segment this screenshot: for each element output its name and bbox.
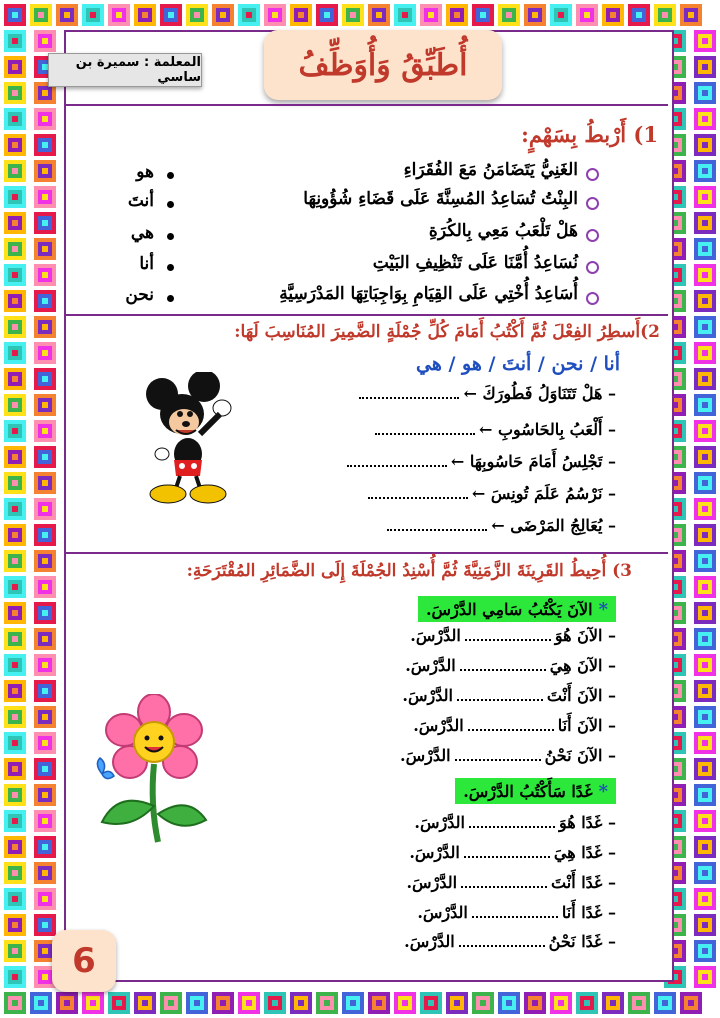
- border-tile: [662, 12, 668, 18]
- border-tile: [38, 12, 44, 18]
- answer-blank[interactable]: [461, 886, 547, 888]
- border-tile: [610, 12, 616, 18]
- exercise3-heading: 3) أُحِيطُ القَرِينَةَ الزَّمَنِيَّةَ ثُمَّ أُسْنِدُ الجُمْلَةَ إِلَى الضَّمَائِرِ المُقْتَرَحَةِ:: [186, 561, 632, 581]
- exercise2-row: – نَرْسُمُ عَلَمَ تُونِسَ ←: [364, 484, 616, 503]
- border-tile: [702, 844, 708, 850]
- cartoon-mouse-illustration: [140, 372, 240, 512]
- border-tile: [42, 428, 48, 434]
- border-tile: [324, 1000, 330, 1006]
- border-tile: [42, 324, 48, 330]
- match-dot: [167, 201, 174, 208]
- border-tile: [42, 818, 48, 824]
- border-tile: [12, 454, 18, 460]
- bullet-circle: [586, 261, 599, 274]
- exercise3-row: – غَدًا هِيَ الدَّرْسَ.: [409, 843, 616, 862]
- border-tile: [220, 12, 226, 18]
- exercise2-heading: 2)أَسطِرُ الفِعْلَ ثُمَّ أَكْتُبُ أَمَامَ كُلِّ جُمْلَةٍ الضَّمِيرَ المُنَاسِبَ لَهَا:: [234, 322, 660, 342]
- border-tile: [12, 584, 18, 590]
- border-tile: [42, 740, 48, 746]
- divider: [66, 314, 668, 316]
- border-tile: [702, 38, 708, 44]
- match-dot: [167, 264, 174, 271]
- border-tile: [12, 974, 18, 980]
- border-tile: [272, 12, 278, 18]
- border-tile: [42, 610, 48, 616]
- border-tile: [42, 688, 48, 694]
- border-tile: [90, 12, 96, 18]
- border-tile: [402, 12, 408, 18]
- border-tile: [480, 1000, 486, 1006]
- border-tile: [12, 922, 18, 928]
- bullet-circle: [586, 292, 599, 305]
- border-tile: [702, 974, 708, 980]
- border-tile: [702, 818, 708, 824]
- border-tile: [42, 896, 48, 902]
- border-tile: [42, 714, 48, 720]
- border-tile: [702, 246, 708, 252]
- border-tile: [702, 506, 708, 512]
- page-number-badge: [52, 930, 116, 992]
- answer-blank[interactable]: [469, 826, 555, 828]
- border-tile: [350, 1000, 356, 1006]
- border-tile: [702, 532, 708, 538]
- border-tile: [702, 896, 708, 902]
- border-tile: [12, 142, 18, 148]
- border-tile: [610, 1000, 616, 1006]
- border-tile: [142, 1000, 148, 1006]
- border-tile: [12, 64, 18, 70]
- border-tile: [702, 688, 708, 694]
- exercise1-heading: 1) أَرْبطُ بِسَهْمٍ:: [521, 122, 658, 147]
- bullet-circle: [586, 168, 599, 181]
- border-tile: [12, 818, 18, 824]
- answer-blank[interactable]: [457, 699, 543, 701]
- answer-blank[interactable]: [455, 759, 541, 761]
- border-tile: [12, 220, 18, 226]
- border-tile: [42, 636, 48, 642]
- border-tile: [42, 142, 48, 148]
- answer-blank[interactable]: [359, 397, 459, 399]
- border-tile: [636, 12, 642, 18]
- border-tile: [702, 610, 708, 616]
- exercise2-sentence: تَجْلِسُ أَمَامَ حَاسُوبِهَا: [469, 452, 603, 471]
- border-tile: [246, 1000, 252, 1006]
- answer-blank[interactable]: [387, 529, 487, 531]
- border-tile: [702, 168, 708, 174]
- border-tile: [702, 220, 708, 226]
- match-dot: [167, 172, 174, 179]
- border-tile: [376, 12, 382, 18]
- border-tile: [12, 194, 18, 200]
- border-tile: [702, 324, 708, 330]
- border-tile: [636, 1000, 642, 1006]
- exercise2-sentence: نَرْسُمُ عَلَمَ تُونِسَ: [490, 484, 603, 503]
- answer-blank[interactable]: [468, 729, 554, 731]
- exercise1-sentence: نُسَاعِدُ أُمَّنَا عَلَى تَنْظِيفِ البَيْتِ: [372, 253, 578, 273]
- answer-blank[interactable]: [465, 639, 551, 641]
- answer-blank[interactable]: [464, 856, 550, 858]
- border-tile: [702, 922, 708, 928]
- border-tile: [454, 1000, 460, 1006]
- border-tile: [42, 870, 48, 876]
- border-tile: [42, 116, 48, 122]
- border-tile: [168, 1000, 174, 1006]
- border-tile: [12, 298, 18, 304]
- border-tile: [42, 90, 48, 96]
- answer-blank[interactable]: [472, 916, 558, 918]
- border-tile: [12, 246, 18, 252]
- border-tile: [12, 558, 18, 564]
- border-tile: [702, 558, 708, 564]
- border-tile: [702, 766, 708, 772]
- border-tile: [12, 38, 18, 44]
- bullet-circle: [586, 197, 599, 210]
- border-tile: [12, 766, 18, 772]
- example-sentence-tomorrow: * غَدًا سَأَكْتُبُ الدَّرْسَ.: [455, 778, 616, 804]
- border-tile: [90, 1000, 96, 1006]
- exercise1-pronoun: نحن: [125, 285, 154, 305]
- border-tile: [506, 12, 512, 18]
- border-tile: [480, 12, 486, 18]
- bullet-circle: [586, 229, 599, 242]
- border-tile: [12, 350, 18, 356]
- exercise1-pronoun: هو: [136, 162, 154, 182]
- border-tile: [42, 506, 48, 512]
- border-tile: [12, 610, 18, 616]
- exercise2-sentence: هَلْ تَتَنَاوَلُ فَطُورَكَ: [482, 384, 603, 403]
- border-tile: [702, 740, 708, 746]
- border-tile: [12, 662, 18, 668]
- border-tile: [272, 1000, 278, 1006]
- border-tile: [702, 870, 708, 876]
- border-tile: [42, 922, 48, 928]
- title-banner: [264, 30, 502, 100]
- border-tile: [702, 792, 708, 798]
- border-tile: [42, 454, 48, 460]
- border-tile: [702, 454, 708, 460]
- exercise2-row: – هَلْ تَتَنَاوَلُ فَطُورَكَ ←: [355, 384, 616, 403]
- border-tile: [12, 792, 18, 798]
- border-tile: [402, 1000, 408, 1006]
- answer-blank[interactable]: [375, 433, 475, 435]
- border-tile: [42, 350, 48, 356]
- border-tile: [428, 12, 434, 18]
- border-tile: [702, 272, 708, 278]
- border-tile: [42, 584, 48, 590]
- teacher-name-label: المعلمة : سميرة بن ساسي: [48, 53, 202, 87]
- border-tile: [12, 1000, 18, 1006]
- border-tile: [42, 766, 48, 772]
- border-tile: [64, 1000, 70, 1006]
- border-tile: [12, 870, 18, 876]
- divider: [66, 552, 668, 554]
- border-tile: [42, 480, 48, 486]
- border-tile: [12, 12, 18, 18]
- border-tile: [12, 376, 18, 382]
- exercise3-row: – غَدًا هُوَ الدَّرْسَ.: [414, 813, 616, 832]
- border-tile: [42, 272, 48, 278]
- border-tile: [12, 480, 18, 486]
- border-tile: [298, 1000, 304, 1006]
- border-tile: [558, 1000, 564, 1006]
- border-tile: [42, 168, 48, 174]
- border-tile: [702, 402, 708, 408]
- border-tile: [702, 90, 708, 96]
- exercise3-row: – غَدًا أَنَا الدَّرْسَ.: [417, 903, 616, 922]
- border-tile: [42, 532, 48, 538]
- border-tile: [12, 532, 18, 538]
- border-tile: [376, 1000, 382, 1006]
- border-tile: [12, 896, 18, 902]
- border-tile: [168, 12, 174, 18]
- border-tile: [246, 12, 252, 18]
- match-dot: [167, 295, 174, 302]
- border-tile: [12, 740, 18, 746]
- border-tile: [702, 194, 708, 200]
- border-tile: [42, 558, 48, 564]
- example-sentence-now: * الآنَ يَكْتُبُ سَامِي الدَّرْسَ.: [418, 596, 616, 622]
- exercise1-pronoun: هي: [130, 223, 154, 243]
- exercise2-sentence: يُعَالِجُ المَرْضَى: [510, 516, 603, 535]
- border-tile: [42, 948, 48, 954]
- border-tile: [38, 1000, 44, 1006]
- border-tile: [702, 584, 708, 590]
- border-tile: [298, 12, 304, 18]
- exercise3-row: – غَدًا أَنْتَ الدَّرْسَ.: [406, 873, 616, 892]
- exercise3-row: – الآنَ أَنْتَ الدَّرْسَ.: [402, 686, 616, 705]
- border-tile: [688, 12, 694, 18]
- border-tile: [64, 12, 70, 18]
- divider: [66, 104, 668, 106]
- border-tile: [558, 12, 564, 18]
- border-tile: [702, 948, 708, 954]
- border-tile: [12, 636, 18, 642]
- border-tile: [702, 662, 708, 668]
- page-title: أُطَبِّقُ وَأُوَظِّفُ: [298, 47, 468, 83]
- exercise3-row: – الآنَ هِيَ الدَّرْسَ.: [405, 656, 616, 675]
- border-tile: [220, 1000, 226, 1006]
- border-tile: [116, 1000, 122, 1006]
- smiling-flower-illustration: [88, 694, 218, 844]
- border-tile: [662, 1000, 668, 1006]
- exercise2-row: – يُعَالِجُ المَرْضَى ←: [383, 516, 616, 535]
- border-tile: [194, 1000, 200, 1006]
- border-tile: [702, 480, 708, 486]
- border-tile: [194, 12, 200, 18]
- exercise1-sentence: أُسَاعِدُ أُخْتِي عَلَى القِيَامِ بِوَاجِبَاتِهَا المَدْرَسِيَّةِ: [279, 284, 578, 304]
- border-tile: [42, 376, 48, 382]
- border-tile: [12, 116, 18, 122]
- border-tile: [454, 12, 460, 18]
- border-tile: [584, 12, 590, 18]
- border-tile: [702, 350, 708, 356]
- exercise1-pronoun: أنتَ: [127, 191, 154, 211]
- border-tile: [42, 792, 48, 798]
- border-tile: [42, 298, 48, 304]
- match-dot: [167, 233, 174, 240]
- border-tile: [12, 272, 18, 278]
- border-tile: [42, 220, 48, 226]
- border-tile: [42, 974, 48, 980]
- border-tile: [142, 12, 148, 18]
- exercise1-sentence: هَلْ تَلْعَبُ مَعِي بِالكُرَةِ: [428, 221, 578, 241]
- border-tile: [324, 12, 330, 18]
- border-tile: [42, 194, 48, 200]
- exercise3-row: – غَدًا نَحْنُ الدَّرْسَ.: [404, 932, 616, 951]
- border-tile: [702, 116, 708, 122]
- border-tile: [12, 948, 18, 954]
- page-number: 6: [72, 941, 96, 981]
- exercise1-sentence: البِنْتُ تُسَاعِدُ المُسِنَّةَ عَلَى قَضَاءِ شُؤُونِهَا: [303, 189, 578, 209]
- border-tile: [702, 142, 708, 148]
- border-tile: [12, 844, 18, 850]
- border-tile: [428, 1000, 434, 1006]
- border-tile: [42, 246, 48, 252]
- exercise2-row: – أَلْعَبُ بِالحَاسُوبِ ←: [371, 420, 616, 439]
- border-tile: [12, 714, 18, 720]
- border-tile: [42, 402, 48, 408]
- border-tile: [350, 12, 356, 18]
- border-tile: [12, 506, 18, 512]
- border-tile: [42, 662, 48, 668]
- exercise2-sentence: أَلْعَبُ بِالحَاسُوبِ: [497, 420, 603, 439]
- border-tile: [12, 90, 18, 96]
- exercise2-row: – تَجْلِسُ أَمَامَ حَاسُوبِهَا ←: [343, 452, 616, 471]
- border-tile: [12, 428, 18, 434]
- border-tile: [702, 376, 708, 382]
- border-tile: [702, 64, 708, 70]
- exercise3-row: – الآنَ أَنَا الدَّرْسَ.: [413, 716, 616, 735]
- border-tile: [584, 1000, 590, 1006]
- border-tile: [688, 1000, 694, 1006]
- border-tile: [12, 324, 18, 330]
- answer-blank[interactable]: [347, 465, 447, 467]
- border-tile: [702, 714, 708, 720]
- border-tile: [116, 12, 122, 18]
- answer-blank[interactable]: [459, 945, 545, 947]
- border-tile: [702, 636, 708, 642]
- pronoun-list: أنا / نحن / أنتَ / هو / هي: [416, 353, 620, 375]
- border-tile: [532, 1000, 538, 1006]
- border-tile: [12, 168, 18, 174]
- exercise1-pronoun: أنا: [139, 254, 154, 274]
- exercise3-row: – الآنَ نَحْنُ الدَّرْسَ.: [400, 746, 616, 765]
- border-tile: [702, 298, 708, 304]
- answer-blank[interactable]: [368, 497, 468, 499]
- border-tile: [12, 688, 18, 694]
- exercise3-row: – الآنَ هُوَ الدَّرْسَ.: [410, 626, 616, 645]
- border-tile: [506, 1000, 512, 1006]
- border-tile: [42, 38, 48, 44]
- border-tile: [532, 12, 538, 18]
- border-tile: [42, 844, 48, 850]
- answer-blank[interactable]: [460, 669, 546, 671]
- exercise1-sentence: الغَنِيُّ يَتَضَامَنُ مَعَ الفُقَرَاءِ: [403, 160, 578, 180]
- border-tile: [702, 428, 708, 434]
- border-tile: [12, 402, 18, 408]
